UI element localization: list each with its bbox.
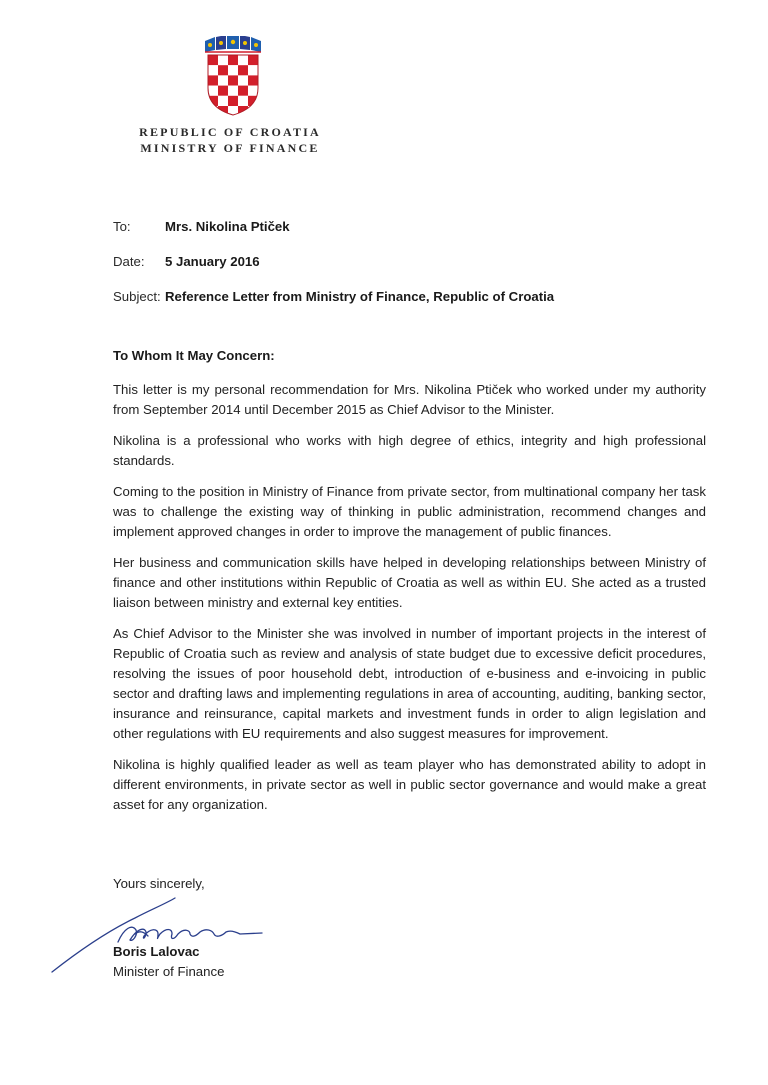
body-paragraph: Nikolina is highly qualified leader as well as team player who has demonstrated ability to adopt in different environments, in private sector as well in public sector governance and would make a great asset for any organization. bbox=[113, 757, 706, 812]
crest-check bbox=[228, 86, 238, 96]
letterhead-country: REPUBLIC OF CROATIA bbox=[139, 125, 321, 139]
closing: Yours sincerely, bbox=[113, 876, 205, 891]
crest-check bbox=[248, 86, 258, 96]
signer-title: Minister of Finance bbox=[113, 964, 225, 979]
crest-check bbox=[238, 55, 248, 65]
crest-check bbox=[208, 86, 218, 96]
meta-date-value: 5 January 2016 bbox=[165, 254, 260, 269]
meta-date-label: Date: bbox=[113, 254, 145, 269]
crest-check bbox=[218, 55, 228, 65]
body-paragraph: As Chief Advisor to the Minister she was involved in number of important projects in the interest of Republic of Croatia such as review and analysis of state budget due to excessive deficit procedures, resolving the issues of poor household debt, introduction of e-business and e-invoicing in public sector and drafting laws and implementing regulations in area of accounting, auditing, banking sector, insurance and reinsurance, capital markets and investment funds in order to align legislation and other regulations with EU requirements and also suggest measures for improvement. bbox=[113, 626, 706, 741]
crest-check bbox=[228, 55, 238, 65]
crest-check bbox=[248, 55, 258, 65]
letterhead bbox=[100, 124, 360, 156]
crest-check bbox=[228, 96, 238, 106]
crest-check bbox=[238, 65, 248, 75]
body-paragraph: This letter is my personal recommendation for Mrs. Nikolina Ptiček who worked under my authority from September 2014 until December 2015 as Chief Advisor to the Minister. bbox=[113, 382, 706, 417]
meta-subject-label: Subject: bbox=[113, 289, 161, 304]
crest-check bbox=[218, 96, 228, 106]
crest-check bbox=[238, 75, 248, 85]
crest-check bbox=[238, 96, 248, 106]
crest-check bbox=[218, 75, 228, 85]
meta-to-value: Mrs. Nikolina Ptiček bbox=[165, 219, 290, 234]
meta-subject-value: Reference Letter from Ministry of Finance, Republic of Croatia bbox=[165, 289, 555, 304]
body-paragraph: Coming to the position in Ministry of Finance from private sector, from multinational company her task was to challenge the existing way of thinking in public administration, recommend changes and implement approved changes in order to improve the management of public finances. bbox=[113, 484, 706, 539]
crest-check bbox=[208, 55, 218, 65]
letter-meta bbox=[113, 219, 554, 324]
crest-check bbox=[208, 65, 218, 75]
crest-check bbox=[248, 65, 258, 75]
body-paragraph: Her business and communication skills have helped in developing relationships between Ministry of finance and other institutions within Republic of Croatia as well as within EU. She acted as a trusted liaison between ministry and external key entities. bbox=[113, 555, 706, 610]
body-paragraph: Nikolina is a professional who works with high degree of ethics, integrity and high professional standards. bbox=[113, 433, 706, 468]
meta-to-label: To: bbox=[113, 219, 131, 234]
crest-check bbox=[228, 65, 238, 75]
crest-check bbox=[238, 86, 248, 96]
signer-name: Boris Lalovac bbox=[113, 944, 200, 959]
meta-date-row bbox=[113, 254, 554, 289]
croatian-coat-of-arms-icon bbox=[202, 36, 264, 116]
meta-subject-row bbox=[113, 289, 554, 324]
meta-to-row bbox=[113, 219, 554, 254]
letterhead-ministry: MINISTRY OF FINANCE bbox=[140, 141, 320, 155]
handwritten-signature bbox=[40, 890, 290, 975]
crest-check bbox=[228, 75, 238, 85]
letter-body bbox=[113, 380, 706, 826]
salutation: To Whom It May Concern: bbox=[113, 348, 275, 363]
crest-check bbox=[218, 86, 228, 96]
crest-check bbox=[218, 65, 228, 75]
crest-check bbox=[248, 75, 258, 85]
crest-check bbox=[208, 75, 218, 85]
